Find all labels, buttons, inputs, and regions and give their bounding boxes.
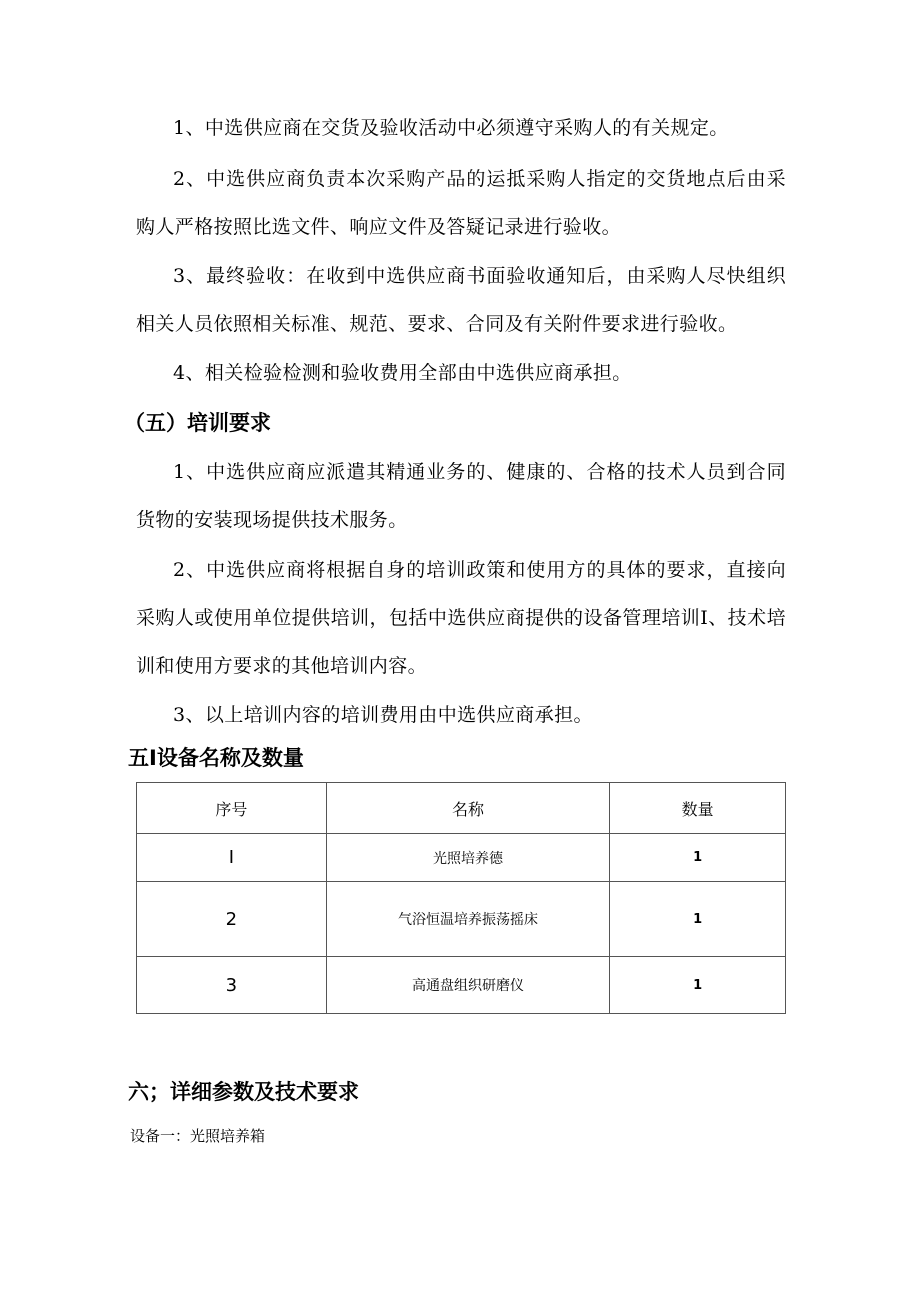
row-name: 光照培养德: [326, 834, 610, 882]
table-header-row: [137, 783, 786, 834]
row-index: 3: [137, 957, 327, 1014]
device-label: 设备一：光照培养箱: [130, 1127, 266, 1145]
row-name: 高通盘组织研磨仪: [326, 957, 610, 1014]
training-item-2: 2、中选供应商将根据自身的培训政策和使用方的具体的要求，直接向采购人或使用单位提供培训，包括中选供应商提供的设备管理培训I、技术培训和使用方要求的其他培训内容。: [136, 559, 786, 677]
equipment-table: [136, 782, 786, 1014]
header-name: 名称: [326, 783, 610, 834]
training-heading: （五）培训要求: [124, 411, 271, 435]
row-quantity: 1: [610, 882, 786, 957]
specs-heading: 六；详细参数及技术要求: [128, 1080, 359, 1104]
training-item-1: 1、中选供应商应派遣其精通业务的、健康的、合格的技术人员到合同货物的安装现场提供技术服务。: [136, 461, 786, 531]
row-name: 气浴恒温培养振荡摇床: [326, 882, 610, 957]
row-quantity: 1: [610, 834, 786, 882]
header-quantity: 数量: [610, 783, 786, 834]
table-row: [137, 834, 786, 882]
acceptance-item-2: 2、中选供应商负责本次采购产品的运抵采购人指定的交货地点后由采购人严格按照比选文件、响应文件及答疑记录进行验收。: [136, 168, 786, 238]
table-row: [137, 957, 786, 1014]
header-index: 序号: [137, 783, 327, 834]
training-item-3: 3、以上培训内容的培训费用由中选供应商承担。: [173, 704, 593, 726]
row-index: 2: [137, 882, 327, 957]
table-row: [137, 882, 786, 957]
row-quantity: 1: [610, 957, 786, 1014]
equipment-heading: 五I设备名称及数量: [128, 746, 304, 770]
row-index: I: [137, 834, 327, 882]
acceptance-item-1: 1、中选供应商在交货及验收活动中必须遵守采购人的有关规定。: [173, 117, 729, 139]
acceptance-item-4: 4、相关检验检测和验收费用全部由中选供应商承担。: [173, 362, 632, 384]
acceptance-item-3: 3、最终验收：在收到中选供应商书面验收通知后，由采购人尽快组织相关人员依照相关标准、规范、要求、合同及有关附件要求进行验收。: [136, 265, 786, 335]
